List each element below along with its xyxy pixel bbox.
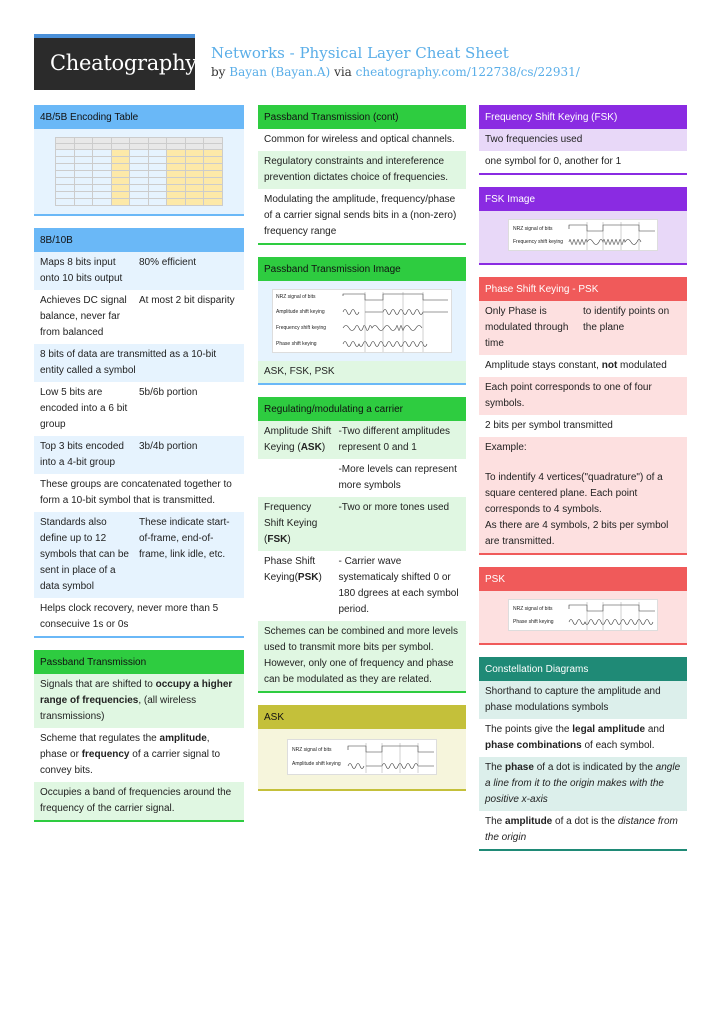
column-1 <box>34 105 244 834</box>
section-constellation <box>479 657 687 851</box>
table-row: Frequency Shift Keying (FSK) -Two or more tones used <box>258 497 466 551</box>
table-row: These groups are concatenated together to form a 10-bit symbol that is transmitted. <box>40 479 232 506</box>
waveform-graphic <box>273 290 453 354</box>
table-row: Scheme that regulates the amplitude, phase or frequency of a carrier signal to convey bits. <box>40 733 221 776</box>
section-title: 8B/10B <box>34 228 244 252</box>
section-title: Passband Transmission Image <box>258 257 466 281</box>
signal-figure: NRZ signal of bits Phase shift keying <box>508 599 658 631</box>
table-row: Amplitude Shift Keying (ASK) -Two different amplitudes represent 0 and 1 <box>258 421 466 459</box>
table-row: Low 5 bits are encoded into a 6 bit group 5b/6b portion <box>40 387 198 430</box>
table-row: Achieves DC signal balance, never far from balanced At most 2 bit disparity <box>40 295 235 338</box>
table-row: Only Phase is modulated through time to identify points on the plane <box>479 301 687 355</box>
passband-signal-image <box>258 281 466 361</box>
signal-figure: NRZ signal of bits Amplitude shift keying Frequency shift keying Phase shift keying <box>272 289 452 353</box>
section-passband <box>34 650 244 822</box>
section-title: Passband Transmission (cont) <box>258 105 466 129</box>
table-row: Schemes can be combined and more levels used to transmit more bits per symbol. However, only one of frequency and phase can be modulated as they are related. <box>258 621 466 691</box>
section-title: PSK <box>479 567 687 591</box>
section-fsk-image <box>479 187 687 265</box>
image-caption: ASK, FSK, PSK <box>258 361 466 383</box>
author-link[interactable]: Bayan (Bayan.A) <box>229 65 331 79</box>
table-row: The phase of a dot is indicated by the angle a line from it to the origin makes with the positive x-axis <box>479 757 687 811</box>
table-row: Regulatory constraints and intereference prevention dictates choice of frequencies. <box>258 151 466 189</box>
section-title: Passband Transmission <box>34 650 244 674</box>
section-8b10b <box>34 228 244 638</box>
encoding-table-image <box>34 129 244 214</box>
via-label: via <box>334 65 352 79</box>
table-row: -More levels can represent more symbols <box>338 464 457 491</box>
section-fsk <box>479 105 687 175</box>
table-row: Shorthand to capture the amplitude and phase modulations symbols <box>479 681 687 719</box>
section-psk <box>479 277 687 555</box>
section-passband-cont <box>258 105 466 245</box>
logo-text: Cheatography <box>50 51 197 75</box>
waveform-graphic <box>509 220 659 252</box>
section-title: Regulating/modulating a carrier <box>258 397 466 421</box>
table-row: Helps clock recovery, never more than 5 consecuive 1s or 0s <box>40 603 219 630</box>
table-row: The amplitude of a dot is the distance from the origin <box>485 816 678 843</box>
column-2 <box>258 105 466 803</box>
column-3 <box>479 105 687 863</box>
table-row: Example: To indentify 4 vertices("quadrature") of a square centered plane. Each point corresponds to 4 symbols. As there are 4 symbols, 2 bits per symbol are transmitted. <box>479 437 687 553</box>
section-title: Phase Shift Keying - PSK <box>479 277 687 301</box>
table-row: Top 3 bits encoded into a 4-bit group 3b/4b portion <box>34 436 244 474</box>
table-row: Maps 8 bits input onto 10 bits output 80% efficient <box>34 252 244 290</box>
section-title: ASK <box>258 705 466 729</box>
section-passband-image <box>258 257 466 385</box>
section-psk-image <box>479 567 687 645</box>
section-4b5b <box>34 105 244 216</box>
table-row: Common for wireless and optical channels. <box>264 134 455 145</box>
section-title: Frequency Shift Keying (FSK) <box>479 105 687 129</box>
table-row: Each point corresponds to one of four symbols. <box>479 377 687 415</box>
sheet-url-link[interactable]: cheatography.com/122738/cs/22931/ <box>355 65 580 79</box>
table-row: 8 bits of data are transmitted as a 10-bit entity called a symbol <box>34 344 244 382</box>
section-regulating <box>258 397 466 693</box>
table-row: Modulating the amplitude, frequency/phase of a carrier signal sends bits in a (non-zero) frequency range <box>264 194 457 237</box>
table-row: Two frequencies used <box>479 129 687 151</box>
table-row: Amplitude stays constant, not modulated <box>485 360 667 371</box>
waveform-graphic <box>509 600 659 632</box>
section-title: 4B/5B Encoding Table <box>34 105 244 129</box>
by-label: by <box>211 65 226 79</box>
signal-figure: NRZ signal of bits Amplitude shift keying <box>287 739 437 775</box>
table-row: 2 bits per symbol transmitted <box>485 420 613 431</box>
table-row: The points give the legal amplitude and phase combinations of each symbol. <box>485 724 665 751</box>
psk-signal-image <box>479 591 687 643</box>
table-row: Signals that are shifted to occupy a higher range of frequencies, (all wireless transmissions) <box>34 674 244 728</box>
section-title: Constellation Diagrams <box>479 657 687 681</box>
table-row: Standards also define up to 12 symbols that can be sent in place of a data symbol These indicate start-of-frame, end-of-frame, link idle, etc. <box>34 512 244 598</box>
section-title: FSK Image <box>479 187 687 211</box>
table-row: Phase Shift Keying(PSK) - Carrier wave systematicaly shifted 0 or 180 dgrees at each symbol period. <box>264 556 459 615</box>
page-title: Networks - Physical Layer Cheat Sheet <box>211 44 509 62</box>
fsk-signal-image <box>479 211 687 263</box>
signal-figure: NRZ signal of bits Frequency shift keying <box>508 219 658 251</box>
ask-signal-image <box>258 729 466 789</box>
byline <box>211 65 580 79</box>
waveform-graphic <box>288 740 438 776</box>
encoding-table <box>55 137 223 206</box>
section-ask <box>258 705 466 791</box>
cheatography-logo[interactable] <box>34 34 195 90</box>
table-row: Occupies a band of frequencies around the frequency of the carrier signal. <box>34 782 244 820</box>
table-row: one symbol for 0, another for 1 <box>485 156 622 167</box>
